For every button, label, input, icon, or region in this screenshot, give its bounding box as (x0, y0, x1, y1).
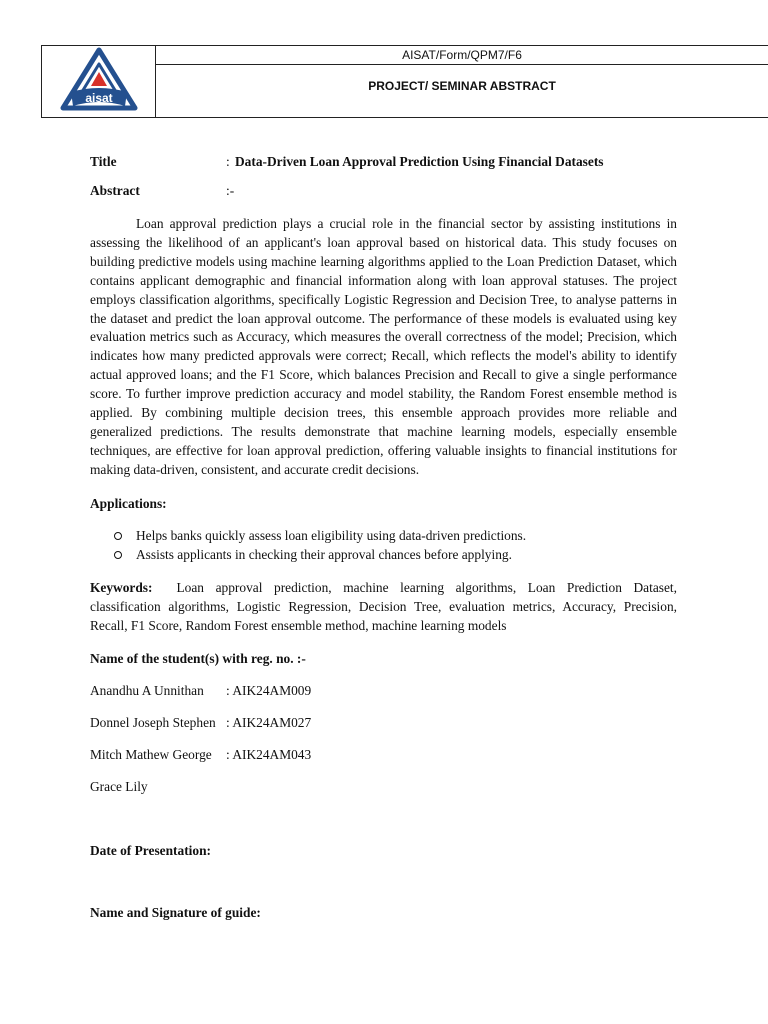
document-body (90, 150, 677, 921)
title-row (90, 154, 677, 170)
document-header (41, 45, 768, 118)
student-name: Donnel Joseph Stephen (90, 714, 216, 730)
date-of-presentation-label: Date of Presentation: (90, 842, 211, 858)
student-name: Grace Lily (90, 778, 148, 794)
student-reg-no: : AIK24AM009 (226, 682, 312, 698)
abstract-separator: :- (226, 183, 235, 198)
student-row (90, 746, 677, 764)
keywords-label: Keywords: (90, 579, 153, 595)
form-code: AISAT/Form/QPM7/F6 (156, 46, 768, 65)
keywords-text: Loan approval prediction, machine learning algorithms, Loan Prediction Dataset, classification algorithms, Logistic Regression, Decision Tree, evaluation metrics, Accuracy, Precision, Recall, F1 Score, Random Forest ensemble method, machine learning models (90, 579, 677, 633)
logo-cell (42, 46, 156, 117)
list-item: Assists applicants in checking their approval chances before applying. (114, 545, 677, 564)
abstract-label: Abstract (90, 183, 140, 198)
student-name: Mitch Mathew George (90, 746, 212, 762)
title-separator: : (226, 154, 230, 169)
header-info (156, 46, 768, 117)
guide-signature-label: Name and Signature of guide: (90, 904, 261, 920)
student-row (90, 714, 677, 732)
abstract-row (90, 183, 677, 199)
student-reg-no: : AIK24AM043 (226, 746, 312, 762)
applications-heading: Applications: (90, 495, 167, 511)
applications-list (90, 526, 677, 564)
student-reg-no: : AIK24AM027 (226, 714, 312, 730)
students-heading: Name of the student(s) with reg. no. :- (90, 650, 306, 666)
logo-text: aisat (85, 91, 113, 105)
abstract-text: Loan approval prediction plays a crucial role in the financial sector by assisting institutions in assessing the likelihood of an applicant's loan approval based on historical data. This study focuses on building predictive models using machine learning algorithms applied to the Loan Prediction Dataset, which contains applicant demographic and financial information along with loan approval statuses. The project employs classification algorithms, specifically Logistic Regression and Decision Tree, to analyse patterns in the dataset and predict the loan approval outcome. The performance of these models is evaluated using key evaluation metrics such as Accuracy, which measures the overall correctness of the model; Precision, which indicates how many predicted approvals were correct; Recall, which reflects the model's ability to identify actual approved loans; and the F1 Score, which balances Precision and Recall to give a single performance score. To further improve prediction accuracy and model stability, the Random Forest ensemble method is applied. By combining multiple decision trees, this ensemble approach provides more reliable and generalized predictions. The results demonstrate that machine learning models, especially ensemble techniques, are effective for loan approval prediction, offering valuable insights to financial institutions for making data-driven, consistent, and accurate credit decisions. (90, 216, 677, 477)
student-row (90, 682, 677, 700)
list-item: Helps banks quickly assess loan eligibility using data-driven predictions. (114, 526, 677, 545)
project-title: Data-Driven Loan Approval Prediction Using Financial Datasets (235, 154, 604, 169)
student-name: Anandhu A Unnithan (90, 682, 204, 698)
keywords-paragraph (90, 578, 677, 635)
student-row (90, 778, 677, 796)
title-label: Title (90, 154, 117, 169)
document-heading: PROJECT/ SEMINAR ABSTRACT (368, 79, 556, 93)
aisat-logo (57, 46, 141, 118)
